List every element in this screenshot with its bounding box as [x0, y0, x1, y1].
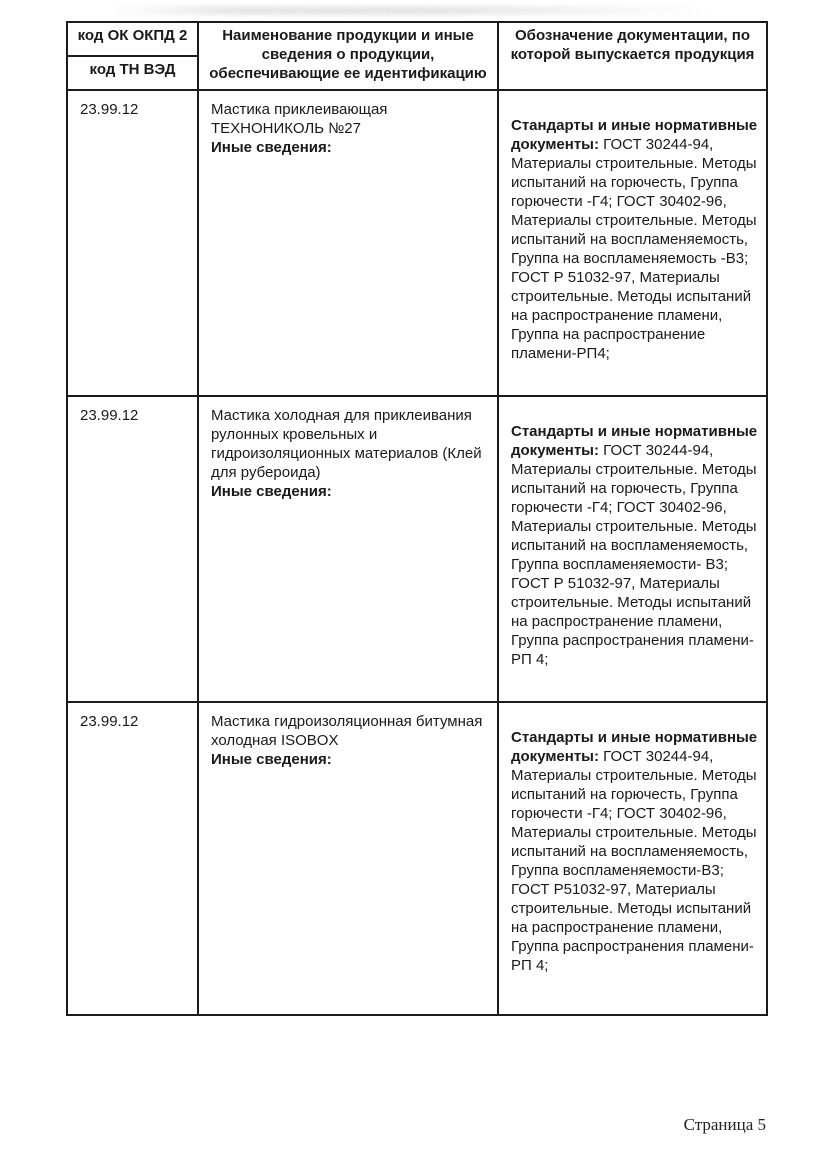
product-note-label: Иные сведения: [211, 139, 332, 156]
product-name: Мастика гидроизоляционная битумная холодная ISOBOX [211, 713, 483, 749]
doc-heading: Стандарты и иные нормативные документы: [511, 423, 758, 459]
header-documentation: Обозначение документации, по которой выпускается продукция [498, 22, 767, 90]
product-note-label: Иные сведения: [211, 751, 332, 768]
scan-artifact-smudge [110, 6, 710, 15]
product-note-label: Иные сведения: [211, 483, 332, 500]
doc-heading: Стандарты и иные нормативные документы: [511, 729, 758, 765]
row2-code-cell: 23.99.12 [67, 396, 198, 702]
header-code-tnved: код ТН ВЭД [67, 56, 198, 90]
row3-documentation-cell [498, 702, 767, 1015]
row2-documentation-cell [498, 396, 767, 702]
row1-documentation-cell [498, 90, 767, 396]
row1-code-cell: 23.99.12 [67, 90, 198, 396]
doc-body: ГОСТ 30244-94, Материалы строительные. Методы испытаний на горючесть, Группа горючести -Г4; ГОСТ 30402-96, Материалы строительные. Методы испытаний на воспламеняемость, Группа на воспламеняемость -В3; ГОСТ Р 51032-97, Материалы строительные. Методы испытаний на распространение пламени, Группа на распространение пламени-РП4; [511, 136, 757, 362]
table-row [67, 90, 767, 396]
header-row-top [67, 22, 767, 56]
doc-body: ГОСТ 30244-94, Материалы строительные. Методы испытаний на горючесть, Группа горючести -Г4; ГОСТ 30402-96, Материалы строительные. Методы испытаний на воспламеняемость, Группа воспламеняемости-В3; ГОСТ Р51032-97, Материалы строительные. Методы испытаний на распространение пламени, Группа распространения пламени-РП 4; [511, 748, 757, 974]
product-name: Мастика холодная для приклеивания рулонных кровельных и гидроизоляционных материалов (Клей для рубероида) [211, 407, 482, 481]
doc-heading: Стандарты и иные нормативные документы: [511, 117, 758, 153]
doc-body: ГОСТ 30244-94, Материалы строительные. Методы испытаний на горючесть, Группа горючести -Г4; ГОСТ 30402-96, Материалы строительные. Методы испытаний на воспламеняемость, Группа воспламеняемости- В3; ГОСТ Р 51032-97, Материалы строительные. Методы испытаний на распространение пламени, Группа распространения пламени-РП 4; [511, 442, 757, 668]
product-certification-table [66, 21, 768, 1016]
table-row [67, 702, 767, 1015]
header-code-okpd: код ОК ОКПД 2 [67, 22, 198, 56]
row3-product-cell [198, 702, 498, 1015]
row2-product-cell [198, 396, 498, 702]
header-product-name: Наименование продукции и иные сведения о продукции, обеспечивающие ее идентификацию [198, 22, 498, 90]
row1-product-cell [198, 90, 498, 396]
product-name: Мастика приклеивающая ТЕХНОНИКОЛЬ №27 [211, 101, 388, 137]
table-row [67, 396, 767, 702]
row3-code-cell: 23.99.12 [67, 702, 198, 1015]
page-number: Страница 5 [683, 1115, 766, 1134]
